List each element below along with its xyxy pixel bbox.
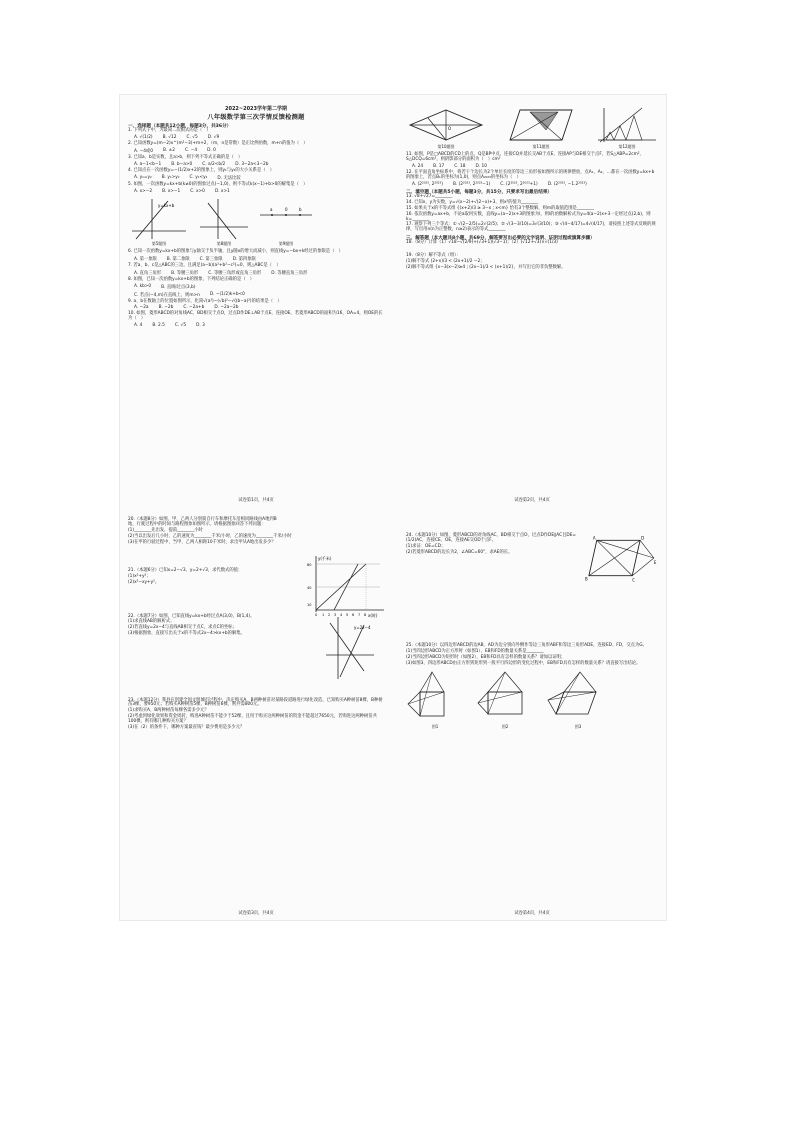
option-c: C. (2²⁰²³, 2²⁰²³+1) (500, 181, 538, 187)
question-4: 4. 已知点在一次函数y=−(1/2)x+2的图象上，则y₁与y₂的大小关系是（ ） (128, 167, 275, 173)
option-c: C. y₁<y₂ (189, 174, 208, 180)
option-a: A. 直角三角形 (134, 270, 162, 276)
option-b: B. 直线l过点(3,b) (161, 284, 196, 290)
x-tick: 4 (340, 613, 343, 617)
parallelogram-figure (506, 106, 576, 144)
question-6: 6. 已知一次函数y=kx+b的图象与y轴交于负半轴，且y随x的增大而减小，则直线y=−bx+k经过的象限是（ ） (128, 248, 343, 254)
figure-label: 第12题图 (618, 144, 636, 149)
figure-label: 第9题图 (278, 240, 294, 246)
option-b: B. 第二象限 (166, 256, 190, 262)
question-23-part-2: (2)考虑到绿化效果和资金周转，购进A种树苗不能少于52棵，且用于购买这两种树苗的资金不能超过7650元，若购进这两种树苗共100棵，则有哪几种购买方案？ (128, 714, 377, 725)
option-c: C. √5 (174, 323, 187, 329)
exam-term: 2022~2023学年第二学期 (224, 106, 288, 112)
svg-text:C: C (632, 577, 636, 583)
figures-row-page2 (406, 106, 658, 150)
option-d: D. x>1 (214, 188, 230, 194)
option-c: C. √5 (186, 134, 198, 140)
y-tick: 10 (307, 603, 312, 607)
question-25-part-2: (2)当四边形ABCD为矩形时（如图2），EB和FD具有怎样的数量关系？请加以证明； (406, 654, 566, 660)
option-c: C. 第三象限 (199, 256, 223, 262)
question-18: 18.（8分）计算（1）√18−√(2/9)+(√3+1)(√3−1)；（2）(√12+√3)×√(1/3) (406, 240, 558, 246)
option-b: B. 17 (433, 163, 445, 169)
question-20-part-1: (1)________先出发，提前________小时 (128, 527, 203, 533)
rectangle-triangles-figure (476, 670, 534, 724)
question-24-part-1: (1)求证：OE=CD； (406, 543, 446, 549)
question-21: 21.（本题6分）已知x=2−√3，y=2+√3，求代数式的值： (128, 567, 243, 573)
x-tick: 8 (364, 613, 367, 617)
spacer (128, 681, 384, 699)
option-c: C. 等腰三角形或直角三角形 (208, 270, 262, 276)
figure-25-2 (476, 670, 534, 730)
page-footer: 试卷第2页，共4页 (514, 498, 550, 503)
y-tick: 80 (307, 563, 312, 567)
x-tick: 1 (322, 613, 325, 617)
line-graph-figure (128, 197, 190, 241)
option-a: A. 4 (134, 323, 143, 329)
option-c: C. 18 (454, 163, 466, 169)
x-tick: 6 (352, 613, 355, 617)
option-c: C. −2a+b (183, 305, 205, 311)
question-24: 24.（本题10分）如图，菱形ABCD的对角线AC，BD相交于点O，过点D作DE∥AC且DE=(1/2)AC，连接CE、OE，连接AE交OD于点F。 (406, 533, 577, 543)
figure-label: 第11题图 (532, 144, 550, 149)
figure-q12 (596, 106, 658, 150)
option-a: A. kb>0 (134, 283, 152, 289)
svg-text:y=kx+b: y=kx+b (158, 202, 175, 208)
question-5-options (134, 189, 384, 194)
question-22-part-1: (1)求直线AB的解析式； (128, 619, 175, 625)
question-8-options-cd (134, 292, 384, 298)
rhombus-diagonals-figure (583, 534, 658, 584)
question-2: 2. 已知函数y=(m−2)x^(m²−3)+m+2，（m，n是常数）是正比例函数，m+n的值为（ ） (128, 140, 308, 146)
question-10: 10. 如图，菱形ABCD的对角线AC，BD相交于点O，过点D作DE⊥AB于点E，连接OE，若菱形ABCD的面积为16，OA=4，则OE的长为（ ） (128, 311, 383, 322)
section-heading: 三、解答题（本大题共8小题，共69分，解答要写出必要的文字说明、证明过程或演算步骤） (406, 236, 595, 242)
question-1-options (134, 135, 384, 140)
figure-label: 图3 (574, 723, 582, 729)
option-b: B. 2.5 (152, 323, 165, 329)
exam-title: 八年级数学第三次学情反馈检测题 (207, 114, 305, 121)
x-tick: 7 (358, 613, 361, 617)
option-a: A. −2a (134, 305, 149, 311)
rhombus-figure (406, 106, 486, 144)
option-b: B. −2b (158, 305, 174, 311)
page-3 (120, 510, 392, 920)
section-heading: 一、选择题（本题共12小题，每题3分，共36分） (128, 124, 232, 129)
question-22-part-2: (2)若直线y=2x−4与直线AB相交于点C，求点C的坐标； (128, 625, 237, 631)
svg-text:D: D (641, 535, 645, 541)
svg-text:a: a (270, 206, 273, 212)
question-23-part-1: (1)求购买A、B两种树苗每棵各需多少元？ (128, 708, 209, 714)
question-19-part-2: (2)解不等式组 {x−3(x−2)≥4 ; (2x−1)/3 < (x+1)/2}，并写出它的非负整数解。 (406, 265, 566, 271)
option-d: D. 10 (475, 163, 487, 169)
figure-q9 (258, 197, 314, 247)
figure-label: 第10题图 (437, 144, 455, 149)
figure-label: 图1 (431, 723, 439, 729)
question-13: 13. √8+√27=________ (406, 193, 453, 199)
number-line-figure (258, 197, 314, 241)
option-d: D. 0 (207, 147, 216, 153)
question-22-block (128, 615, 384, 681)
question-7: 7. 若a、b、c是△ABC的三边，且满足(a−b)(a²+b²−c²)=0，则△ABC是（ ） (128, 262, 281, 268)
y-axis-label: y(千米) (318, 556, 332, 561)
linear-functions-graph (324, 615, 376, 681)
x-tick: 2 (328, 613, 331, 617)
figures-row-page1 (128, 197, 384, 247)
spacer (406, 584, 658, 644)
option-b: B. √12 (162, 134, 177, 140)
question-10-options (134, 323, 384, 328)
option-a: A. x>−2 (134, 188, 153, 194)
option-a: A. −4或0 (134, 148, 153, 154)
line-graph-figure (196, 197, 252, 241)
line-label: y=2x−4 (354, 624, 371, 630)
option-d: D. 第四象限 (232, 256, 256, 262)
question-1: 1. 下列式子中，为最简二次根式的是（ ） (128, 128, 211, 133)
option-a: A. 24 (412, 163, 424, 169)
page-footer: 试卷第1页，共4页 (238, 498, 274, 503)
question-20-graph (306, 554, 386, 618)
option-b: B. (2²⁰²³, 2²⁰²³−1) (452, 181, 491, 187)
option-c: C. 若点(−4,m)在直线上，则m>n (134, 292, 200, 298)
question-22-part-3: (3)根据图象，直接写出关于x的不等式2x−4>kx+b的解集。 (128, 631, 245, 637)
option-b: B. ±2 (162, 147, 175, 153)
question-6-options (134, 256, 384, 262)
option-d: D. 3−2a<3−2b (235, 161, 269, 167)
page-1 (120, 95, 392, 507)
question-22-text (128, 615, 318, 681)
question-25-part-1: (1)当四边形ABCD为正方形时（如图1），EB和FD的数量关系是________ (406, 648, 544, 654)
page-footer: 试卷第4页，共4页 (514, 911, 550, 916)
svg-text:b: b (299, 206, 302, 212)
question-23-part-3: (3)在（2）的条件下，哪种方案最省钱？最少费用是多少元？ (128, 725, 245, 731)
option-a: A. y₁=y₂ (134, 174, 152, 180)
option-d: D. (2²⁰²³, −1.2²⁰²³) (547, 181, 587, 187)
option-d: D. −(1/2)k+b<0 (209, 291, 245, 297)
question-9: 9. a、b在数轴上的位置如图所示，化简√(a²)−(√b)²−√((b−a)²)的结果是（ ） (128, 298, 282, 304)
x-tick: 5 (346, 613, 349, 617)
question-21-part-1: (1)x²+y²； (128, 573, 151, 579)
question-14: 14. 已知x，y为实数，y=√(x−2)+√(2−x)+3，则x²的值为________ (406, 199, 539, 205)
x-tick: 3 (334, 613, 337, 617)
question-8: 8. 如图，已知一次函数y=kx+b的图象，下列结论正确的是（ ） (128, 276, 255, 282)
question-17: 17. 观察下列三个等式：① √(2−2/5)=2√(2/5)；② √(3−3/10)=3√(3/10)；③ √(4−4/17)=4√(4/17)，请按照上述等式反映的规律，写出用n(n为正整数，n≥2)表示的等式________ (406, 222, 656, 233)
option-c: C. −4 (184, 147, 198, 153)
option-a: A. √(1/2) (134, 134, 153, 140)
question-20-block (128, 529, 384, 547)
svg-text:B: B (585, 576, 588, 582)
question-5: 5. 如图，一次函数y=kx+b(k≠0)的图象过点(−1,0)，则不等式k(x−1)+b>0的解集是（ ） (128, 181, 308, 187)
question-12: 12. 在平面直角坐标系中，将若干个边长为2个单位长度的等边三角形按如图所示的规律摆放，点A₁，A₂，…都在一次函数y=kx+b的图象上，若点B₁的坐标为(1,0)，则点A₂₀₂₃的坐标为（ ） (406, 169, 655, 180)
question-3-options (134, 162, 384, 167)
figure-q11 (506, 106, 576, 150)
option-b: B. b−a>0 (171, 161, 193, 167)
figures-row-page4 (406, 670, 658, 730)
svg-text:0: 0 (285, 206, 288, 212)
figure-q5 (128, 197, 190, 247)
question-25-part-3: (3)如图3，四边形ABCD由正方形到矩形到一般平行四边形的变化过程中，EB和FD具有怎样的数量关系？请直接写出结论。 (406, 660, 641, 666)
svg-text:A: A (593, 535, 596, 541)
question-2-options (134, 148, 384, 154)
option-b: B. y₁>y₂ (161, 174, 180, 180)
figure-label: 第8题图 (216, 240, 232, 246)
question-24-text (406, 534, 579, 584)
question-19: 19.（8分）解不等式（组）： (406, 253, 461, 259)
x-axis-label: x(时) (368, 613, 378, 618)
question-11: 11. 如图，P是□ABCD的CD上的点，Q是BP中点，连接CQ并延长交AB于点E，连接AP与DE相交于点F，若S△ABP=2cm²，S△DCQ=6cm²，则阴影部分的面积为（ ）cm² (406, 152, 644, 162)
question-20-parts (128, 529, 308, 547)
parallelogram-triangles-figure (546, 670, 610, 724)
page-2 (398, 95, 666, 507)
question-4-options (134, 175, 384, 181)
figure-label: 图2 (501, 723, 509, 729)
question-23: 23.（本题12分）我县在创建全国文明城市过程中，决定购买A、B两种树苗对某路段道路进行绿化改造，已知购买A种树苗8棵，B种树苗3棵，要950元；若购买A种树苗5棵，B种树苗6棵，则共需800元。 (128, 697, 383, 708)
option-d: D. 无法比较 (217, 175, 241, 181)
question-20-part-3: (3)在甲的行驶过程中，当甲、乙两人相距10千米时，求出甲从A地出发多少？ (128, 539, 276, 545)
question-25: 25.（本题10分）以四边形ABCD的边AB、AD为边分别向外侧作等边三角形ABF和等边三角形ADE，连接ED、FD，交点为G。 (406, 643, 647, 648)
question-9-options (134, 305, 384, 310)
question-20-part-2: (2)当以出发后几小时，乙的速度为________千米/小时，乙的速度为________千米/小时 (128, 533, 292, 539)
question-16: 16. 依次函数y=ax+b，不论a取何实数，直线y=(a−2)x+3的图象为l，则l的函数解析式为y=4(a−2)x+3一定经过点(2,b)，则k=________ (406, 211, 651, 222)
option-c: C. a/2<b/2 (202, 161, 226, 167)
square-triangles-figure (406, 670, 464, 724)
figure-25-3 (546, 670, 610, 730)
option-d: D. 3 (196, 323, 205, 329)
option-d: D. −2a−2b (214, 305, 239, 311)
option-a: A. (2²⁰²³, 2²⁰²³) (412, 181, 443, 187)
question-8-options-ab (134, 284, 384, 290)
question-22: 22.（本题7分）如图，已知直线y=kx+b经过点A(3,0)，B(1,4)。 (128, 613, 255, 619)
figure-25-1 (406, 670, 464, 730)
question-12-options (412, 182, 658, 187)
question-11-options (412, 164, 658, 169)
question-7-options (134, 270, 384, 276)
figure-label: 第5题图 (151, 240, 167, 246)
option-d: D. 等腰直角三角形 (271, 270, 308, 276)
svg-text:E: E (654, 559, 657, 565)
question-21-part-2: (2)x²−xy+y²。 (128, 579, 160, 585)
section-heading: 二、填空题（本题共5小题，每题3分，共15分，只要求写出最后结果） (406, 189, 553, 195)
figure-q10 (406, 106, 486, 150)
svg-text:O: O (448, 126, 452, 131)
option-c: C. x>0 (190, 188, 205, 194)
page-footer: 试卷第3页，共4页 (238, 911, 274, 916)
question-3: 3. 已知a、b是实数，且a>b，则下列不等式正确的是（ ） (128, 154, 243, 160)
option-d: D. √9 (207, 134, 220, 140)
question-19-part-1: (1)解不等式 (2+x)/3 < (2x+1)/2 −2； (406, 259, 485, 265)
figure-q8 (196, 197, 252, 247)
triangles-figure (596, 106, 658, 144)
question-24-block (406, 534, 658, 584)
distance-time-graph (306, 554, 386, 618)
y-tick: 40 (307, 586, 312, 590)
question-20: 20.（本题8分）如图，甲、乙两人分别骑自行车和摩托车沿相同路线由A地到B地，行驶过程中的时间与路程图象如图所示，请根据图象回答下列问题： (128, 517, 277, 527)
page-4 (398, 510, 666, 920)
x-tick: 0 (315, 613, 318, 617)
option-a: A. 第一象限 (134, 256, 157, 262)
question-15: 15. 如果关于x的不等式组 {(x+2)/3 ≥ 3−x ; x<m} 恰有3个整数解，则m的取值范围是________ (406, 205, 595, 211)
option-b: B. 等腰三角形 (171, 270, 199, 276)
option-a: A. a−1<b−1 (134, 161, 162, 167)
option-b: B. x>−1 (162, 188, 181, 194)
question-24-part-2: (2)若菱形ABCD的边长为2，∠ABC=60°，求AE的长。 (406, 549, 513, 555)
